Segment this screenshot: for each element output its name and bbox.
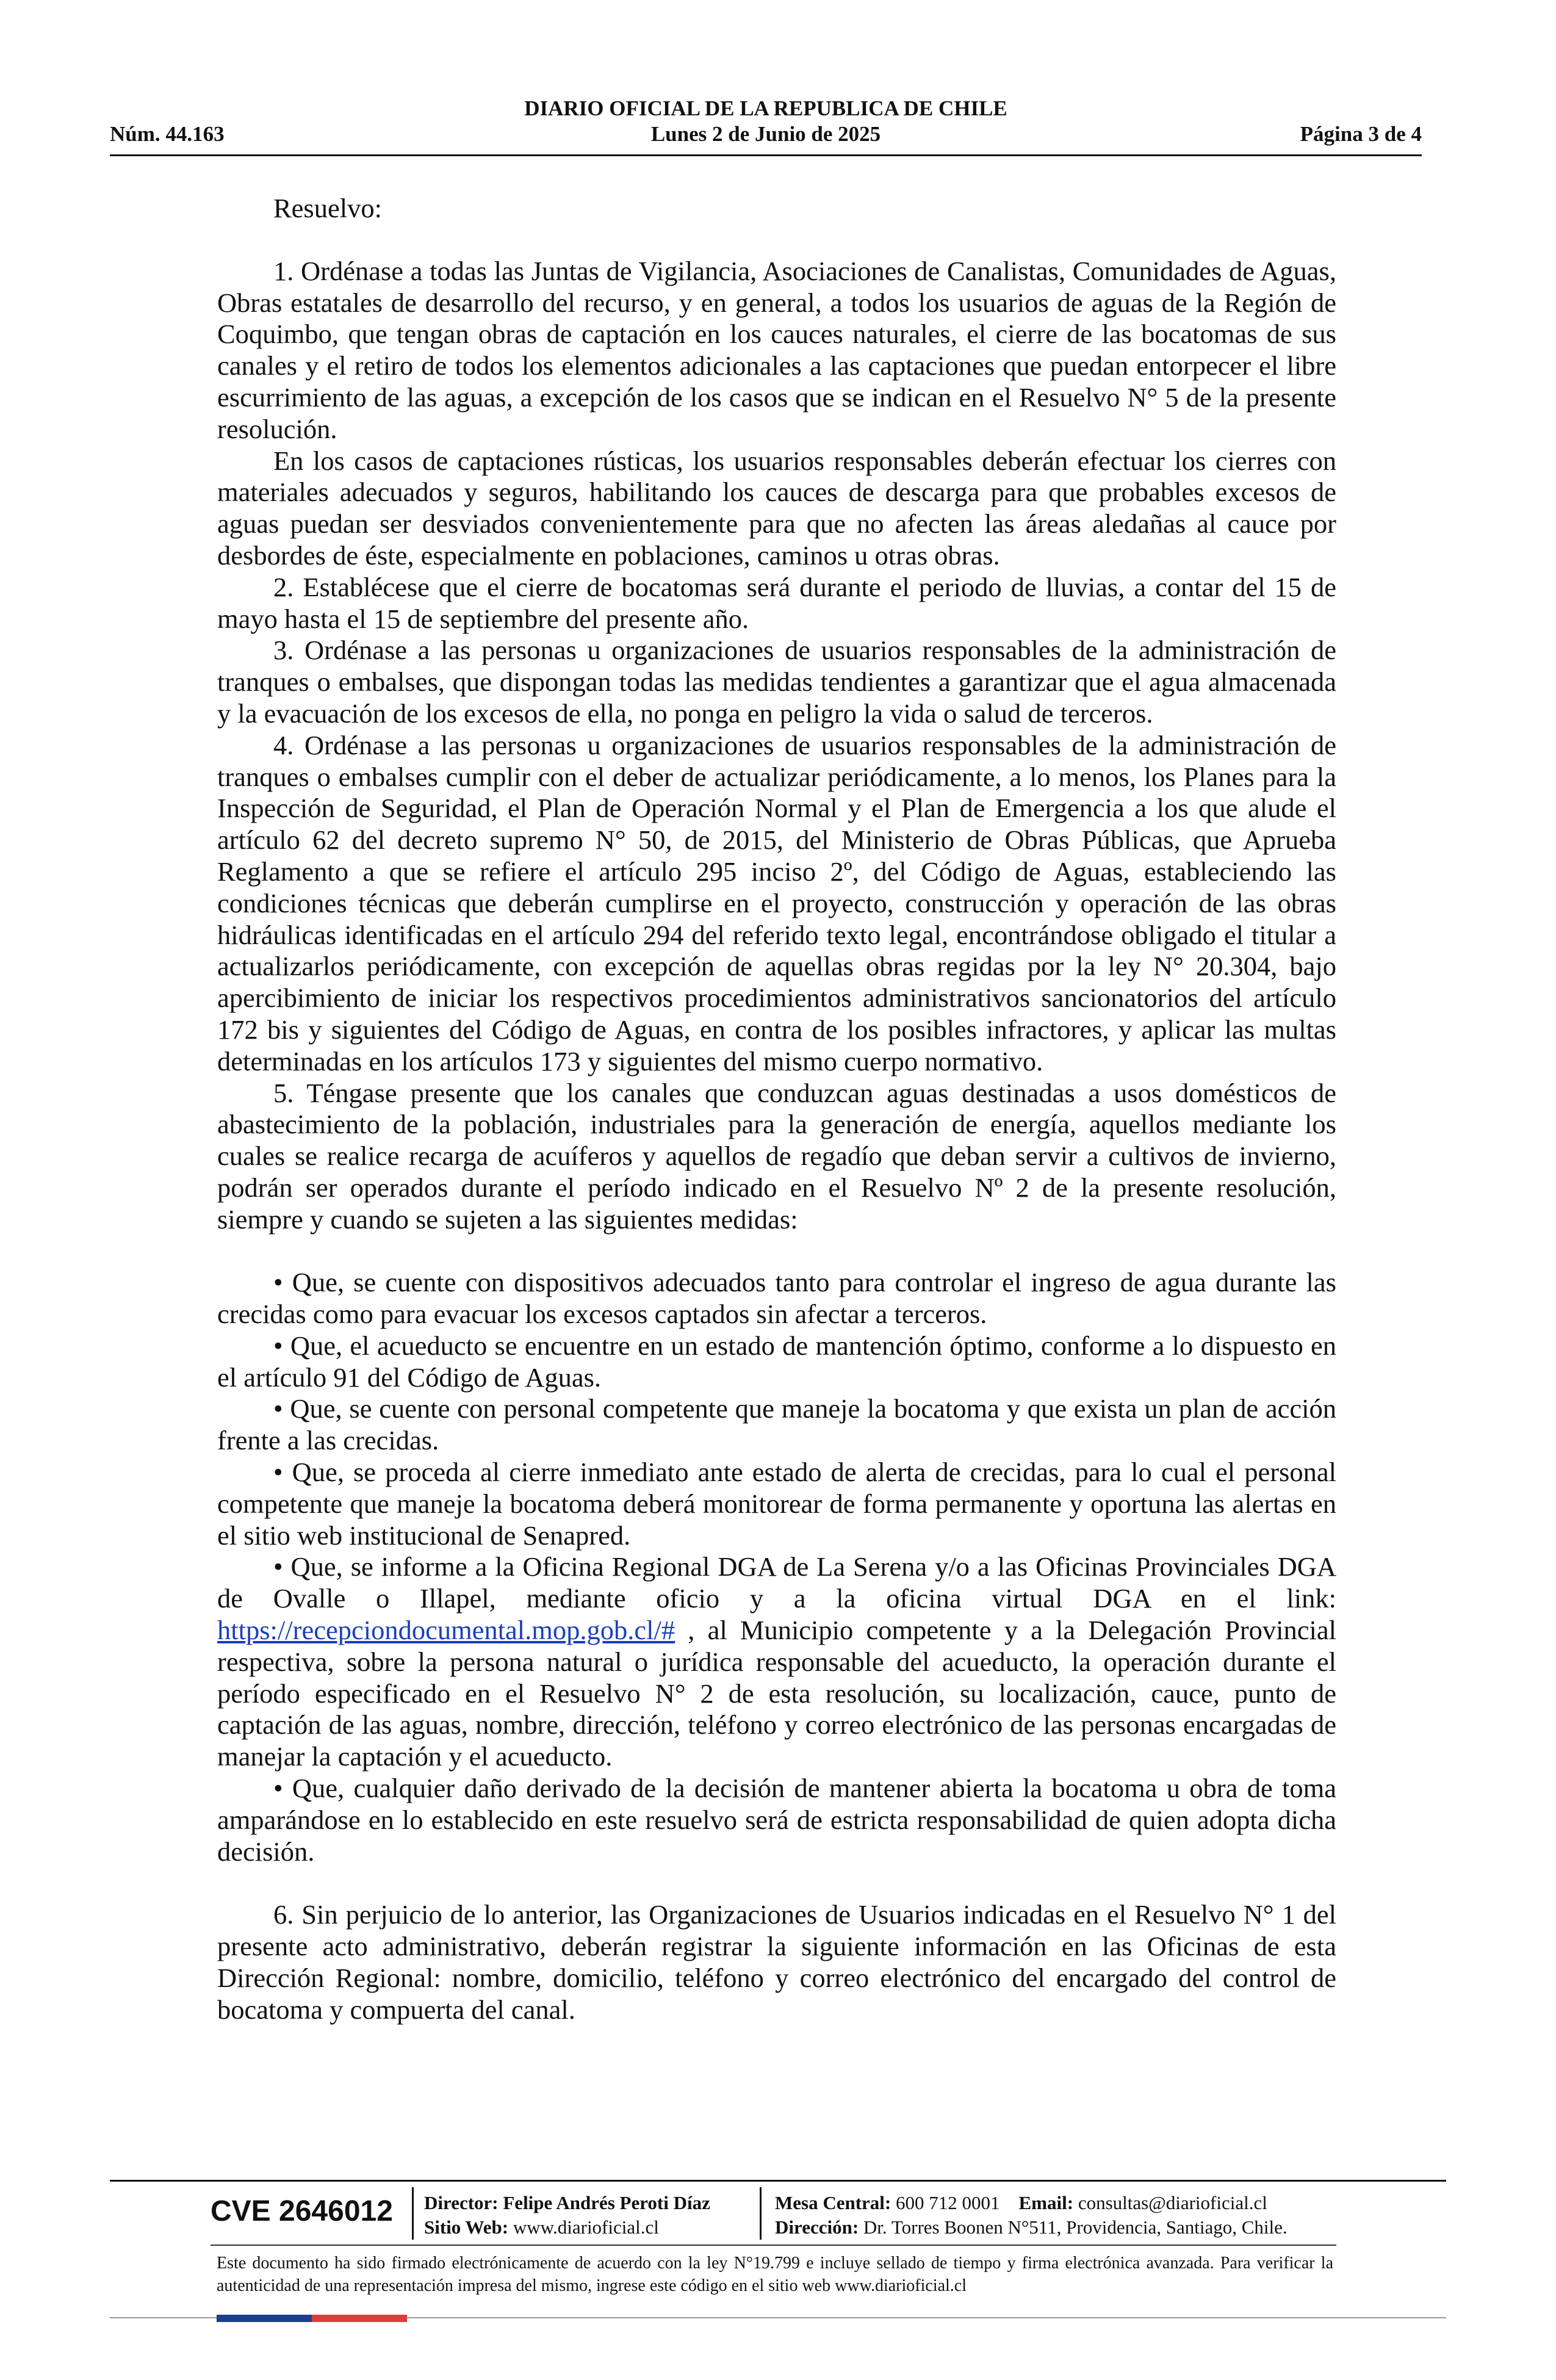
signature-disclaimer: Este documento ha sido firmado electrónicamente de acuerdo con la ley N°19.799 e incluye sellado de tiempo y firma electrónica avanzada. Para verificar la autenticidad de una representación impresa del mismo, ingrese este código en el sitio web www.diarioficial.cl <box>217 2254 1333 2295</box>
paragraph-resuelvo-5: 5. Téngase presente que los canales que conduzcan aguas destinadas a usos domésticos de abastecimiento de la población, industriales para la generación de energía, aquellos mediante los cuales se realice recarga de acuíferos y aquellos de regadío que deban servir a cultivos de invierno, podrán ser operados durante el período indicado en el Resuelvo Nº 2 de la presente resolución, siempre y cuando se sujeten a las siguientes medidas: <box>217 1077 1336 1235</box>
footer-separator <box>760 2187 762 2240</box>
resuelvo-heading: Resuelvo: <box>273 193 382 223</box>
chile-flag-stripe <box>217 2315 407 2322</box>
spacer <box>217 1236 1336 1268</box>
address-value: Dr. Torres Boonen N°511, Providencia, Santiago, Chile. <box>863 2216 1288 2238</box>
footer-contact-column <box>775 2191 1288 2240</box>
page-header <box>110 96 1422 148</box>
bullet-1: • Que, se cuente con dispositivos adecuados tanto para controlar el ingreso de agua durante las crecidas como para evacuar los excesos captados sin afectar a terceros. <box>217 1267 1336 1330</box>
email-label: Email: <box>1018 2192 1074 2213</box>
address-label: Dirección: <box>775 2216 859 2238</box>
bullet-5-text-pre: • Que, se informe a la Oficina Regional DGA de La Serena y/o a las Oficinas Provinciales DGA de Ovalle o Illapel, mediante oficio y a la oficina virtual DGA en el link: <box>217 1551 1336 1614</box>
bullet-2: • Que, el acueducto se encuentre en un estado de mantención óptimo, conforme a lo dispuesto en el artículo 91 del Código de Aguas. <box>217 1330 1336 1393</box>
director-name: Felipe Andrés Peroti Díaz <box>503 2192 710 2213</box>
mesa-label: Mesa Central: <box>775 2192 891 2213</box>
paragraph-resuelvo-6: 6. Sin perjuicio de lo anterior, las Organizaciones de Usuarios indicadas en el Resuelvo N° 1 del presente acto administrativo, deberán registrar la siguiente información en las Oficinas de esta Dirección Regional: nombre, domicilio, teléfono y correo electrónico del encargado del control de bocatoma y compuerta del canal. <box>217 1899 1336 2025</box>
bullet-4: • Que, se proceda al cierre inmediato ante estado de alerta de crecidas, para lo cual el personal competente que maneje la bocatoma deberá monitorear de forma permanente y oportuna las alertas en el sitio web institucional de Senapred. <box>217 1457 1336 1551</box>
bullet-6: • Que, cualquier daño derivado de la decisión de mantener abierta la bocatoma u obra de toma amparándose en lo establecido en este resuelvo será de estricta responsabilidad de quien adopta dicha decisión. <box>217 1773 1336 1867</box>
bullet-3: • Que, se cuente con personal competente que maneje la bocatoma y que exista un plan de acción frente a las crecidas. <box>217 1393 1336 1456</box>
site-value[interactable]: www.diarioficial.cl <box>513 2216 659 2238</box>
footer-divider-bottom <box>211 2245 1336 2246</box>
flag-blue-band <box>217 2315 312 2322</box>
spacer <box>217 1867 1336 1899</box>
bullet-5-text-post: , al Municipio competente y a la Delegación Provincial respectiva, sobre la persona natural o jurídica responsable del acueducto, la operación durante el período especificado en el Resuelvo N° 2 de esta resolución, su localización, cauce, punto de captación de las aguas, nombre, dirección, teléfono y correo electrónico de las personas encargadas de manejar la captación y el acueducto. <box>217 1615 1336 1772</box>
paragraph-resuelvo-1: 1. Ordénase a todas las Juntas de Vigilancia, Asociaciones de Canalistas, Comunidades de Aguas, Obras estatales de desarrollo del recurso, y en general, a todos los usuarios de aguas de la Región de Coquimbo, que tengan obras de captación en los cauces naturales, el cierre de las bocatomas de sus canales y el retiro de todos los elementos adicionales a las captaciones que puedan entorpecer el libre escurrimiento de las aguas, a excepción de los casos que se indican en el Resuelvo N° 5 de la presente resolución. <box>217 255 1336 444</box>
site-label: Sitio Web: <box>424 2216 509 2238</box>
recepcion-documental-link[interactable]: https://recepciondocumental.mop.gob.cl/# <box>217 1615 675 1646</box>
footer-director-column <box>424 2191 710 2240</box>
header-divider <box>110 154 1422 156</box>
bullet-5 <box>217 1551 1336 1773</box>
issue-date: Lunes 2 de Junio de 2025 <box>650 122 881 146</box>
issue-number: Núm. 44.163 <box>110 122 225 146</box>
footer-info <box>211 2183 1336 2245</box>
paragraph-resuelvo-4: 4. Ordénase a las personas u organizaciones de usuarios responsables de la administración de tranques o embalses cumplir con el deber de actualizar periódicamente, a lo menos, los Planes para la Inspección de Seguridad, el Plan de Operación Normal y el Plan de Emergencia a los que alude el artículo 62 del decreto supremo N° 50, de 2015, del Ministerio de Obras Públicas, que Aprueba Reglamento a que se refiere el artículo 295 inciso 2º, del Código de Aguas, estableciendo las condiciones técnicas que deberán cumplirse en el proyecto, construcción y operación de las obras hidráulicas identificadas en el artículo 294 del referido texto legal, encontrándose obligado el titular a actualizarlos periódicamente, con excepción de aquellas obras regidas por la ley N° 20.304, bajo apercibimiento de iniciar los respectivos procedimientos administrativos sancionatorios del artículo 172 bis y siguientes del Código de Aguas, en contra de los posibles infractores, y aplicar las multas determinadas en los artículos 173 y siguientes del mismo cuerpo normativo. <box>217 729 1336 1076</box>
newspaper-title: DIARIO OFICIAL DE LA REPUBLICA DE CHILE <box>524 96 1007 120</box>
page-number: Página 3 de 4 <box>1300 122 1422 146</box>
flag-red-band <box>312 2315 407 2322</box>
email-value[interactable]: consultas@diarioficial.cl <box>1078 2192 1267 2213</box>
paragraph-resuelvo-1b: En los casos de captaciones rústicas, los usuarios responsables deberán efectuar los cierres con materiales adecuados y seguros, habilitando los cauces de descarga para que probables excesos de aguas puedan ser desviados convenientemente para que no afecten las áreas aledañas al cauce por desbordes de éste, especialmente en poblaciones, caminos u otras obras. <box>217 445 1336 571</box>
cve-code: CVE 2646012 <box>211 2195 393 2227</box>
paragraph-resuelvo-2: 2. Establécese que el cierre de bocatomas será durante el periodo de lluvias, a contar del 15 de mayo hasta el 15 de septiembre del presente año. <box>217 571 1336 634</box>
director-label: Director: <box>424 2192 499 2213</box>
footer-divider-top <box>110 2180 1446 2182</box>
document-body <box>217 193 1336 2025</box>
footer-separator <box>412 2187 414 2240</box>
paragraph-resuelvo-3: 3. Ordénase a las personas u organizaciones de usuarios responsables de la administración de tranques o embalses, que dispongan todas las medidas tendientes a garantizar que el agua almacenada y la evacuación de los excesos de ella, no ponga en peligro la vida o salud de terceros. <box>217 635 1336 729</box>
mesa-value: 600 712 0001 <box>896 2192 1000 2213</box>
